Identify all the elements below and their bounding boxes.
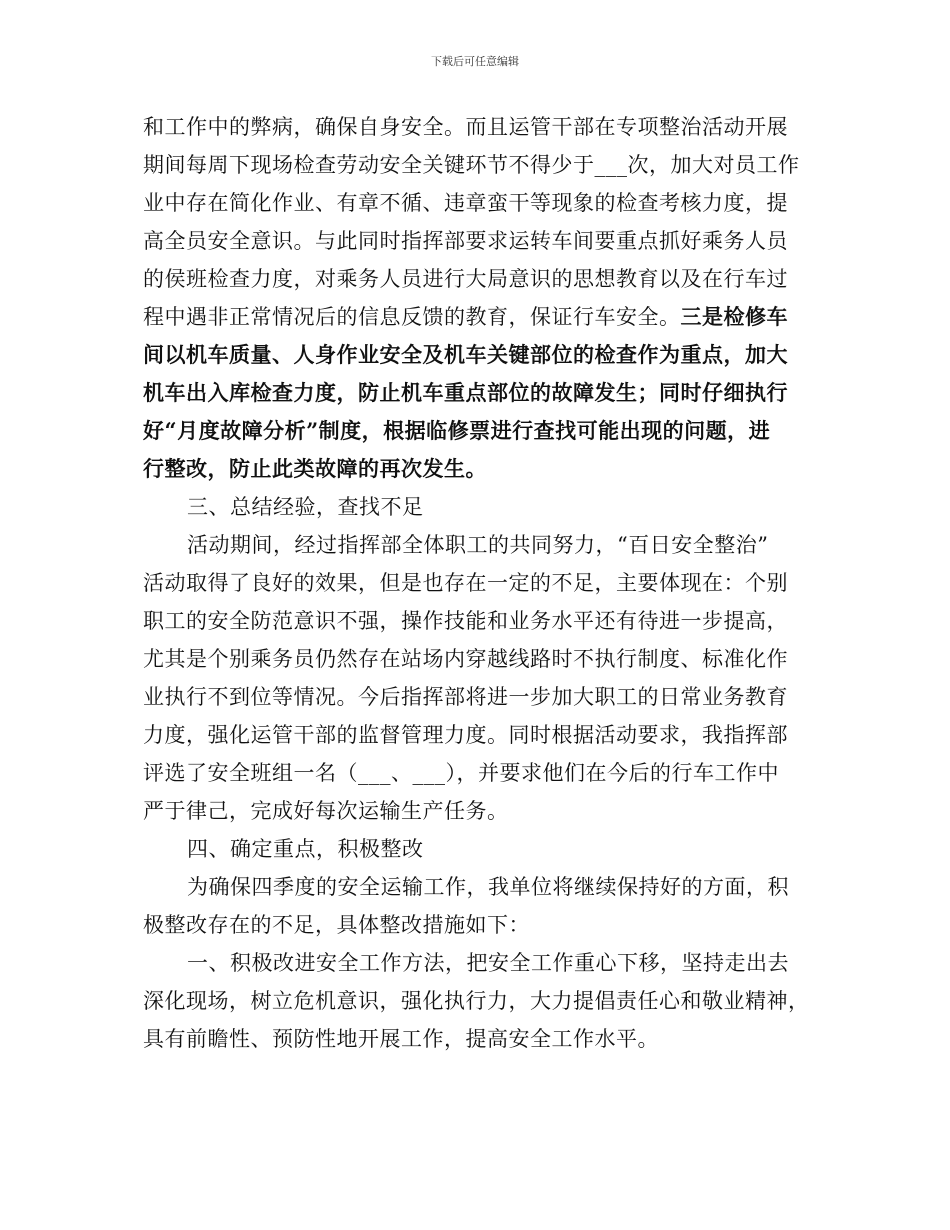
body-line-6 — [143, 298, 811, 336]
body-line-2: 期间每周下现场检查劳动安全关键环节不得少于___次，加大对员工作 — [143, 153, 800, 177]
body-line-10: 行整改，防止此类故障的再次发生。 — [143, 456, 487, 481]
body-line-4: 高全员安全意识。与此同时指挥部要求运转车间要重点抓好乘务人员 — [143, 229, 788, 253]
body-line-6-bold: 三是检修车 — [680, 304, 788, 329]
body-line-12: 活动期间，经过指挥部全体职工的共同努力，“百日安全整治” — [187, 533, 769, 557]
body-line-7: 间以机车质量、人身作业安全及机车关键部位的检查作为重点，加大 — [143, 342, 788, 367]
body-line-23: 一、积极改进安全工作方法，把安全工作重心下移，坚持走出去 — [187, 951, 789, 975]
document-body — [143, 108, 811, 1058]
body-line-15: 尤其是个别乘务员仍然存在站场内穿越线路时不执行制度、标准化作 — [143, 647, 788, 671]
page-header: 下载后可任意编辑 — [431, 55, 519, 68]
body-line-16: 业执行不到位等情况。今后指挥部将进一步加大职工的日常业务教育 — [143, 685, 788, 709]
section-heading-4: 四、确定重点，积极整改 — [187, 837, 424, 861]
body-line-5: 的侯班检查力度，对乘务人员进行大局意识的思想教育以及在行车过 — [143, 267, 788, 291]
body-line-14: 职工的安全防范意识不强，操作技能和业务水平还有待进一步提高， — [143, 609, 788, 633]
section-heading-3: 三、总结经验，查找不足 — [187, 495, 424, 519]
body-line-1: 和工作中的弊病，确保自身安全。而且运管干部在专项整治活动开展 — [143, 115, 788, 139]
body-line-6-normal: 程中遇非正常情况后的信息反馈的教育，保证行车安全。 — [143, 305, 681, 329]
body-line-13: 活动取得了良好的效果，但是也存在一定的不足，主要体现在：个别 — [143, 571, 788, 595]
body-line-22: 极整改存在的不足，具体整改措施如下： — [143, 913, 530, 937]
body-line-25: 具有前瞻性、预防性地开展工作，提高安全工作水平。 — [143, 1027, 659, 1051]
body-line-18: 评选了安全班组一名（___、___），并要求他们在今后的行车工作中 — [143, 761, 779, 785]
body-line-3: 业中存在简化作业、有章不循、违章蛮干等现象的检查考核力度，提 — [143, 191, 788, 215]
body-line-21: 为确保四季度的安全运输工作，我单位将继续保持好的方面，积 — [187, 875, 789, 899]
body-line-19: 严于律己，完成好每次运输生产任务。 — [143, 799, 509, 823]
body-line-8: 机车出入库检查力度，防止机车重点部位的故障发生；同时仔细执行 — [143, 380, 788, 405]
body-line-9: 好“月度故障分析”制度，根据临修票进行查找可能出现的问题，进 — [143, 418, 771, 443]
body-line-24: 深化现场，树立危机意识，强化执行力，大力提倡责任心和敬业精神， — [143, 989, 810, 1013]
body-line-17: 力度，强化运管干部的监督管理力度。同时根据活动要求，我指挥部 — [143, 723, 788, 747]
